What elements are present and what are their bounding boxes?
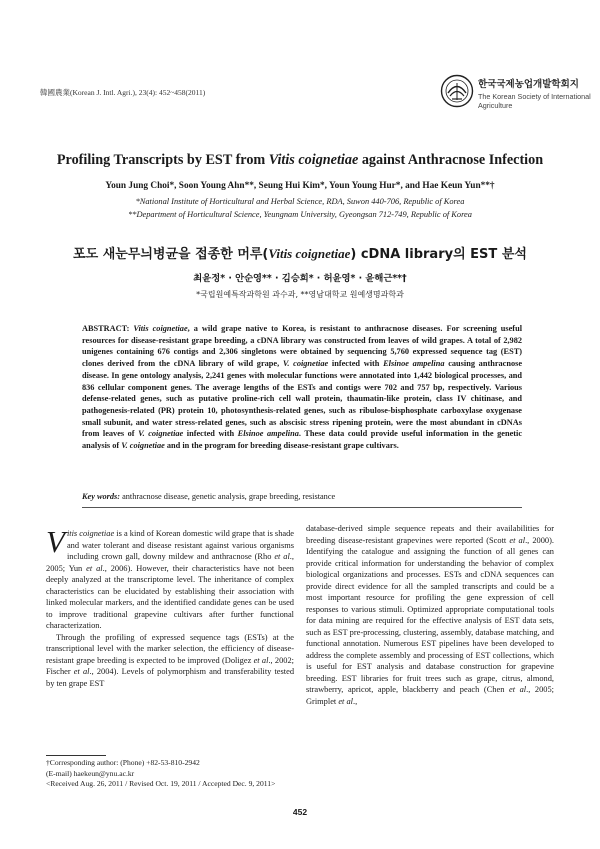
- abstract-text-run: , a wild grape native to Korea, is resistant to anthracnose diseases. For screening useful resources for disease-resistant grape breeding, a cDNA library was constructed from leaves of wild grapes. A total of 2,982 unigenes containing 676 contigs and 2,306 singletons were obtained by sequencing 5,760 expressed sequence tag (EST) clones derived from the cDNA library of wild grape,: [82, 324, 522, 369]
- left-column-paragraph: [46, 632, 294, 690]
- body-column-right: [306, 523, 554, 707]
- right-column-run: et al: [338, 696, 353, 706]
- footnote-dates: <Received Aug. 26, 2011 / Revised Oct. 19, 2011 / Accepted Dec. 9, 2011>: [46, 779, 276, 788]
- society-name-english-line1: The Korean Society of International: [478, 92, 591, 101]
- keywords: [82, 491, 522, 502]
- left-column-run: et al: [73, 667, 90, 676]
- affiliation-2: **Department of Horticultural Science, Yeungnam University, Gyeongsan 712-749, Republic of Korea: [128, 210, 472, 219]
- abstract-text-run: . These data could provide useful information in the genetic analysis of: [82, 429, 523, 451]
- abstract-text-run: and in the program for breeding disease-resistant grape cultivars.: [164, 441, 399, 451]
- right-column-run: database-derived simple sequence repeats and their availabilities for breeding disease-resistant grapevines were reported (Scott: [306, 524, 554, 545]
- abstract-text-run: V. coignetiae: [121, 441, 165, 451]
- section-divider: [82, 507, 522, 508]
- abstract-text-run: Elsinoe ampelina: [383, 359, 445, 369]
- left-column-run: Through the profiling of expressed sequence tags (ESTs) at the transcriptional level with the marker selection, the efficiency of disease-resistant grape breeding is expected to be improved (Doligez: [46, 632, 294, 665]
- society-name-english-line2: Agriculture: [478, 101, 513, 110]
- society-name-korean: 한국국제농업개발학회지: [478, 79, 579, 90]
- society-emblem-icon: [440, 74, 474, 108]
- left-column-run: is a kind of Korean domestic wild grape that is shade and water tolerant and disease resistant against various organisms including crown gall, downy mildew and anthracnose (Rho: [66, 529, 294, 561]
- korean-title-species: Vitis coignetiae: [268, 246, 351, 261]
- drop-cap: V: [46, 524, 65, 559]
- abstract: [82, 323, 522, 452]
- footnote-divider: [46, 755, 106, 756]
- left-column-run: et al: [274, 552, 290, 561]
- abstract-text-run: Vitis coignetiae: [133, 324, 188, 333]
- right-column-run: ., 2005; Grimplet: [306, 685, 554, 706]
- page-number: 452: [292, 807, 308, 817]
- affiliation-1: *National Institute of Horticultural and Herbal Science, RDA, Suwon 440-706, Republic of Korea: [135, 197, 465, 206]
- right-column-run: et al: [509, 535, 526, 545]
- journal-reference: 韓國農業(Korean J. Intl. Agri.), 23(4): 452~458(2011): [40, 88, 206, 97]
- left-column-run: ., 2006). However, their characteristics have not been deeply analyzed at the transcriptome level. The inheritance of complex characteristics can be elucidated by establishing their association with linked molecular markers, and the identified candidate genes can be used to improve traditional grapevine cultivars after further functional characterization.: [46, 563, 294, 630]
- footnote-corresponding: †Corresponding author: (Phone) +82-53-810-2942: [46, 758, 200, 767]
- abstract-text-run: infected with: [183, 429, 238, 439]
- right-column-run: et al: [508, 685, 527, 694]
- right-column-run: ., 2000). Identifying the catalogue and assigning the function of all genes can provide critical information for understanding the behavior of complex biological organizations and processes. ESTs and cDNA sequences can provide direct evidence for all the sampled transcripts and could be a most important resource for profiling the gene expression of cell responses to various stimuli. Optimized appropriate computational tools for data mining are required for the effective analysis of EST data sets, such as EST pre-processing, clustering, assembly, database matching, and functional annotation. Numerous EST pipelines have been developed to address the complete assembly and processing of EST collections, which is useful for EST analysis and database construction for grapevine breeding. EST libraries for fruit trees such as grape, citrus, almond, strawberry, apricot, apple, blackberry and peach (Chen: [306, 535, 555, 694]
- keywords-label: Key words:: [82, 492, 121, 501]
- right-column-paragraph: [306, 523, 554, 707]
- left-column-run: ., 2002; Fischer: [46, 655, 294, 676]
- korean-author-list: 최윤정* · 안순영** · 김승희* · 허윤영* · 윤해근**†: [193, 273, 407, 284]
- title-post: against Anthracnose Infection: [358, 152, 544, 168]
- abstract-body: [82, 324, 522, 450]
- author-list: Youn Jung Choi*, Soon Young Ahn**, Seung Hui Kim*, Youn Young Hur*, and Hae Keun Yun**†: [105, 181, 495, 191]
- korean-title-post: ) cDNA library의 EST 분석: [350, 247, 527, 262]
- keywords-text: anthracnose disease, genetic analysis, grape breeding, resistance: [120, 492, 336, 501]
- body-column-left: [46, 524, 295, 689]
- korean-affiliation: *국립원예특작과학원 과수과, **영남대학교 원예생명과학과: [196, 290, 404, 299]
- abstract-text-run: Elsinoe ampelina: [237, 429, 299, 439]
- abstract-text-run: V. coignetiae: [282, 359, 329, 369]
- abstract-label: ABSTRACT:: [82, 324, 130, 333]
- left-column-paragraph: [46, 524, 294, 632]
- title-pre: Profiling Transcripts by EST from: [56, 152, 269, 168]
- left-column-run: ., 2004). Levels of polymorphism and transferability tested by ten grape EST: [46, 667, 295, 688]
- left-column-run: et al: [253, 655, 269, 665]
- right-column-run: .,: [353, 696, 358, 706]
- left-column-run: ., 2005; Yun: [46, 552, 294, 573]
- abstract-text-run: causing anthracnose disease. In gene ontology analysis, 2,241 genes with molecular functions were annotated into 1,442 biological processes, and 836 cellular component genes. The average lengths of the ESTs and contigs were 702 and 757 bp, respectively. Various defense-related genes, such as putative proline-rich cell wall protein, thaumatin-like protein, class IV chitinase, and pathogenesis-related (PR) protein 10, photosynthesis-related genes, such as ribulose-bisphosphate carboxylase oxygenase small subunit, and water stress-related genes, such as abscisic stress ripening protein, were the most abundant in cDNAs from leaves of: [82, 359, 523, 439]
- korean-title: [0, 243, 600, 262]
- left-column-run: et al: [86, 563, 103, 573]
- footnote-email: (E-mail) haekeun@ynu.ac.kr: [46, 768, 135, 778]
- abstract-text-run: infected with: [328, 359, 384, 369]
- korean-title-pre: 포도 새눈무늬병균을 접종한 머루(: [73, 247, 269, 262]
- abstract-text-run: V. coignetiae: [138, 429, 184, 439]
- paper-title: [0, 152, 600, 169]
- left-column-run: itis coignetiae: [66, 529, 115, 538]
- society-logo-block: [440, 70, 590, 116]
- title-species: Vitis coignetiae: [268, 152, 359, 168]
- footnotes: [46, 758, 296, 790]
